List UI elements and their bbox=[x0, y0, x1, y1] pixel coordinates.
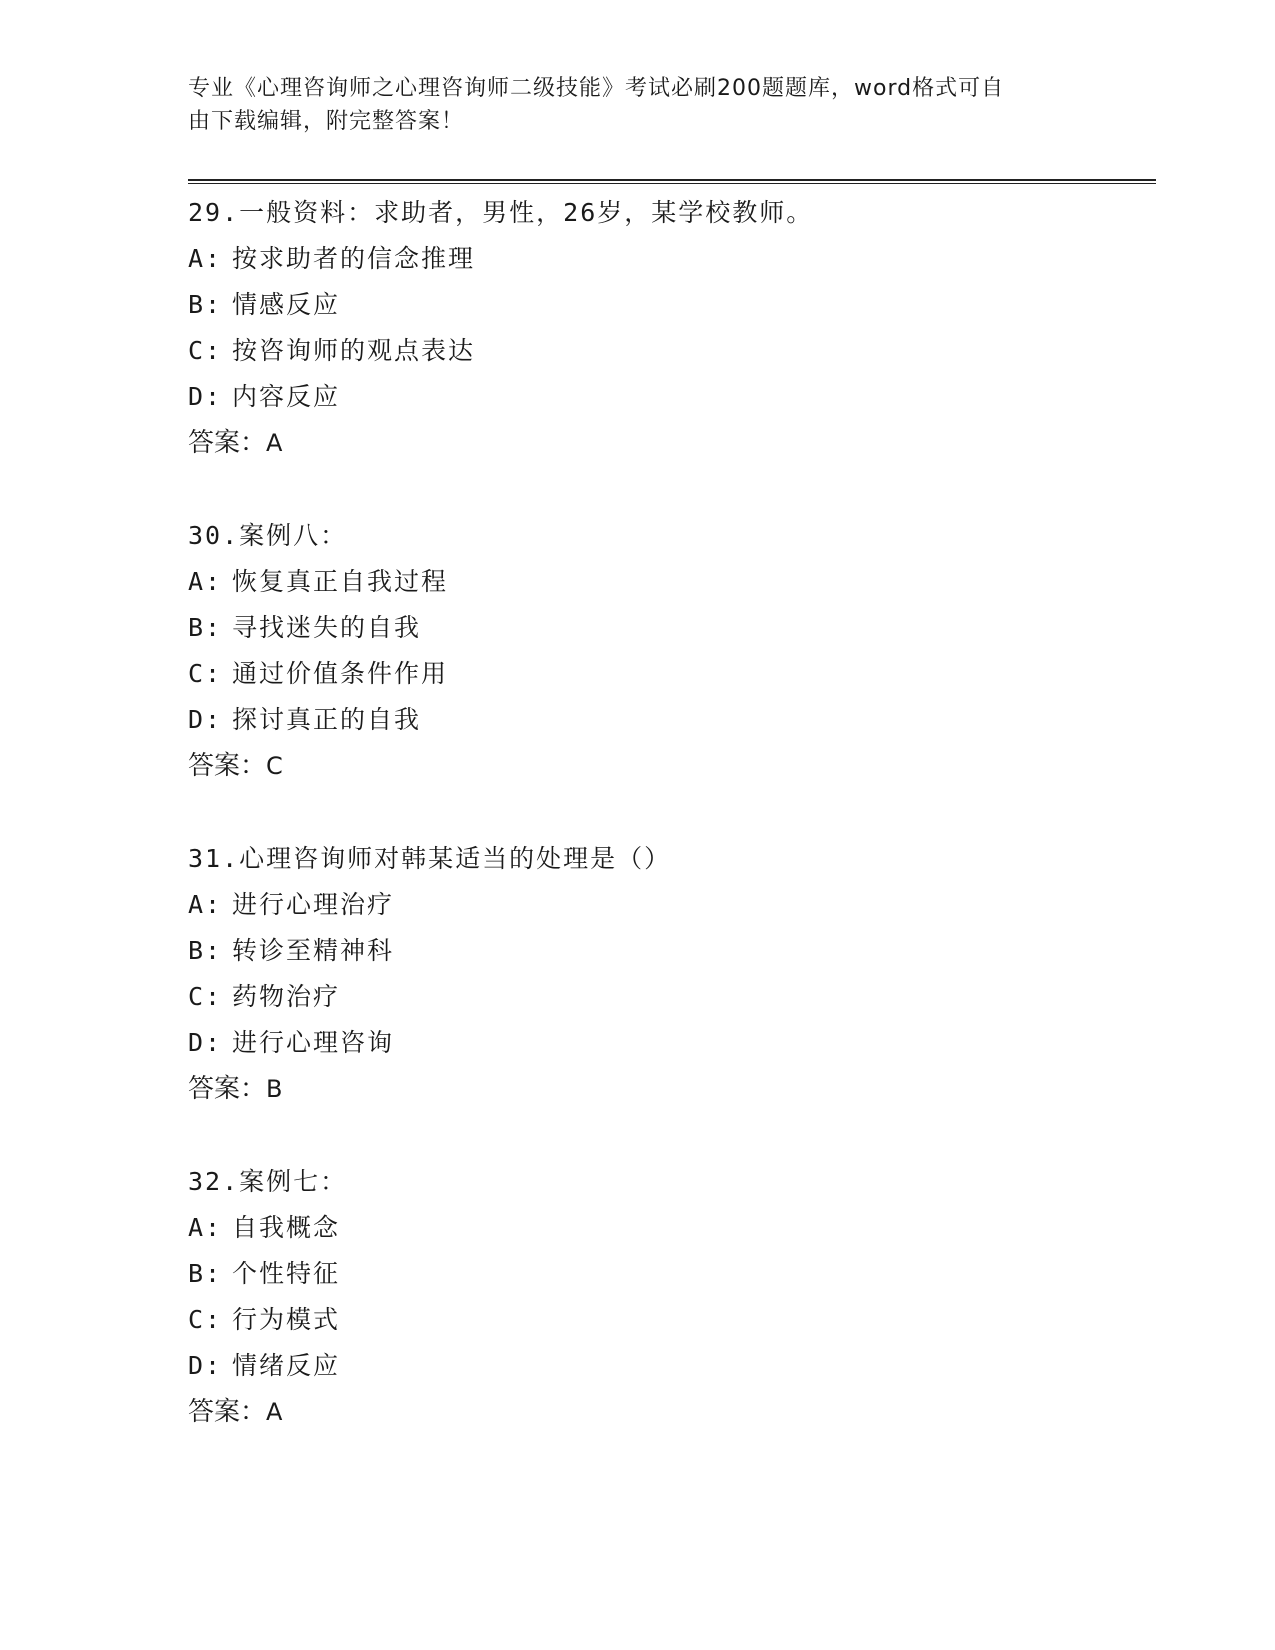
option-letter: D: bbox=[188, 1028, 223, 1057]
option-c bbox=[188, 651, 1148, 697]
answer-label: 答案： bbox=[188, 428, 267, 458]
option-d bbox=[188, 1343, 1148, 1389]
option-c bbox=[188, 328, 1148, 374]
question-text: 一般资料：求助者，男性，26岁，某学校教师。 bbox=[239, 198, 814, 227]
header-divider-thick bbox=[188, 179, 1156, 181]
answer-value: A bbox=[266, 429, 283, 457]
question-31 bbox=[188, 836, 1148, 1112]
answer bbox=[188, 420, 1148, 466]
option-text: 按咨询师的观点表达 bbox=[232, 336, 476, 365]
answer-label: 答案： bbox=[188, 1397, 267, 1427]
answer-label: 答案： bbox=[188, 751, 267, 781]
answer-label: 答案： bbox=[188, 1074, 267, 1104]
option-d bbox=[188, 1020, 1148, 1066]
option-text: 转诊至精神科 bbox=[232, 936, 395, 965]
option-text: 药物治疗 bbox=[232, 982, 341, 1011]
answer bbox=[188, 743, 1148, 789]
option-text: 恢复真正自我过程 bbox=[232, 567, 449, 596]
header-line-1: 专业《心理咨询师之心理咨询师二级技能》考试必刷200题题库，word格式可自 bbox=[188, 76, 1005, 101]
option-b bbox=[188, 1251, 1148, 1297]
option-text: 自我概念 bbox=[232, 1213, 341, 1242]
option-text: 情绪反应 bbox=[232, 1351, 341, 1380]
answer-value: B bbox=[266, 1075, 283, 1103]
question-list bbox=[188, 190, 1148, 1435]
option-letter: D: bbox=[188, 1351, 223, 1380]
option-text: 进行心理咨询 bbox=[232, 1028, 395, 1057]
option-letter: B: bbox=[188, 290, 223, 319]
question-text: 案例七： bbox=[239, 1167, 348, 1196]
question-number: 32. bbox=[188, 1167, 240, 1196]
option-d bbox=[188, 697, 1148, 743]
option-b bbox=[188, 282, 1148, 328]
option-letter: C: bbox=[188, 336, 223, 365]
option-d bbox=[188, 374, 1148, 420]
option-text: 个性特征 bbox=[232, 1259, 341, 1288]
question-number: 29. bbox=[188, 198, 240, 227]
option-a bbox=[188, 559, 1148, 605]
answer bbox=[188, 1066, 1148, 1112]
question-32 bbox=[188, 1159, 1148, 1435]
question-number: 31. bbox=[188, 844, 240, 873]
option-c bbox=[188, 1297, 1148, 1343]
question-stem bbox=[188, 190, 1148, 236]
header-line-2: 由下载编辑，附完整答案！ bbox=[188, 109, 465, 134]
option-a bbox=[188, 882, 1148, 928]
option-text: 进行心理治疗 bbox=[232, 890, 395, 919]
option-text: 通过价值条件作用 bbox=[232, 659, 449, 688]
option-letter: C: bbox=[188, 1305, 223, 1334]
option-letter: C: bbox=[188, 659, 223, 688]
document-header bbox=[188, 72, 1068, 138]
option-letter: A: bbox=[188, 244, 223, 273]
option-letter: B: bbox=[188, 936, 223, 965]
option-letter: A: bbox=[188, 890, 223, 919]
question-stem bbox=[188, 1159, 1148, 1205]
answer-value: A bbox=[266, 1398, 283, 1426]
question-29 bbox=[188, 190, 1148, 466]
question-30 bbox=[188, 513, 1148, 789]
question-text: 案例八： bbox=[239, 521, 348, 550]
question-stem bbox=[188, 513, 1148, 559]
option-letter: B: bbox=[188, 613, 223, 642]
option-text: 按求助者的信念推理 bbox=[232, 244, 476, 273]
option-text: 行为模式 bbox=[232, 1305, 341, 1334]
option-text: 内容反应 bbox=[232, 382, 341, 411]
question-text: 心理咨询师对韩某适当的处理是（） bbox=[239, 844, 672, 873]
answer bbox=[188, 1389, 1148, 1435]
option-text: 情感反应 bbox=[232, 290, 341, 319]
option-text: 探讨真正的自我 bbox=[232, 705, 422, 734]
option-letter: A: bbox=[188, 1213, 223, 1242]
option-letter: A: bbox=[188, 567, 223, 596]
option-letter: B: bbox=[188, 1259, 223, 1288]
option-letter: D: bbox=[188, 705, 223, 734]
question-number: 30. bbox=[188, 521, 240, 550]
option-a bbox=[188, 236, 1148, 282]
question-stem bbox=[188, 836, 1148, 882]
option-c bbox=[188, 974, 1148, 1020]
option-text: 寻找迷失的自我 bbox=[232, 613, 422, 642]
option-letter: D: bbox=[188, 382, 223, 411]
header-divider-thin bbox=[188, 183, 1156, 184]
option-letter: C: bbox=[188, 982, 223, 1011]
answer-value: C bbox=[266, 752, 283, 780]
option-b bbox=[188, 605, 1148, 651]
option-b bbox=[188, 928, 1148, 974]
option-a bbox=[188, 1205, 1148, 1251]
